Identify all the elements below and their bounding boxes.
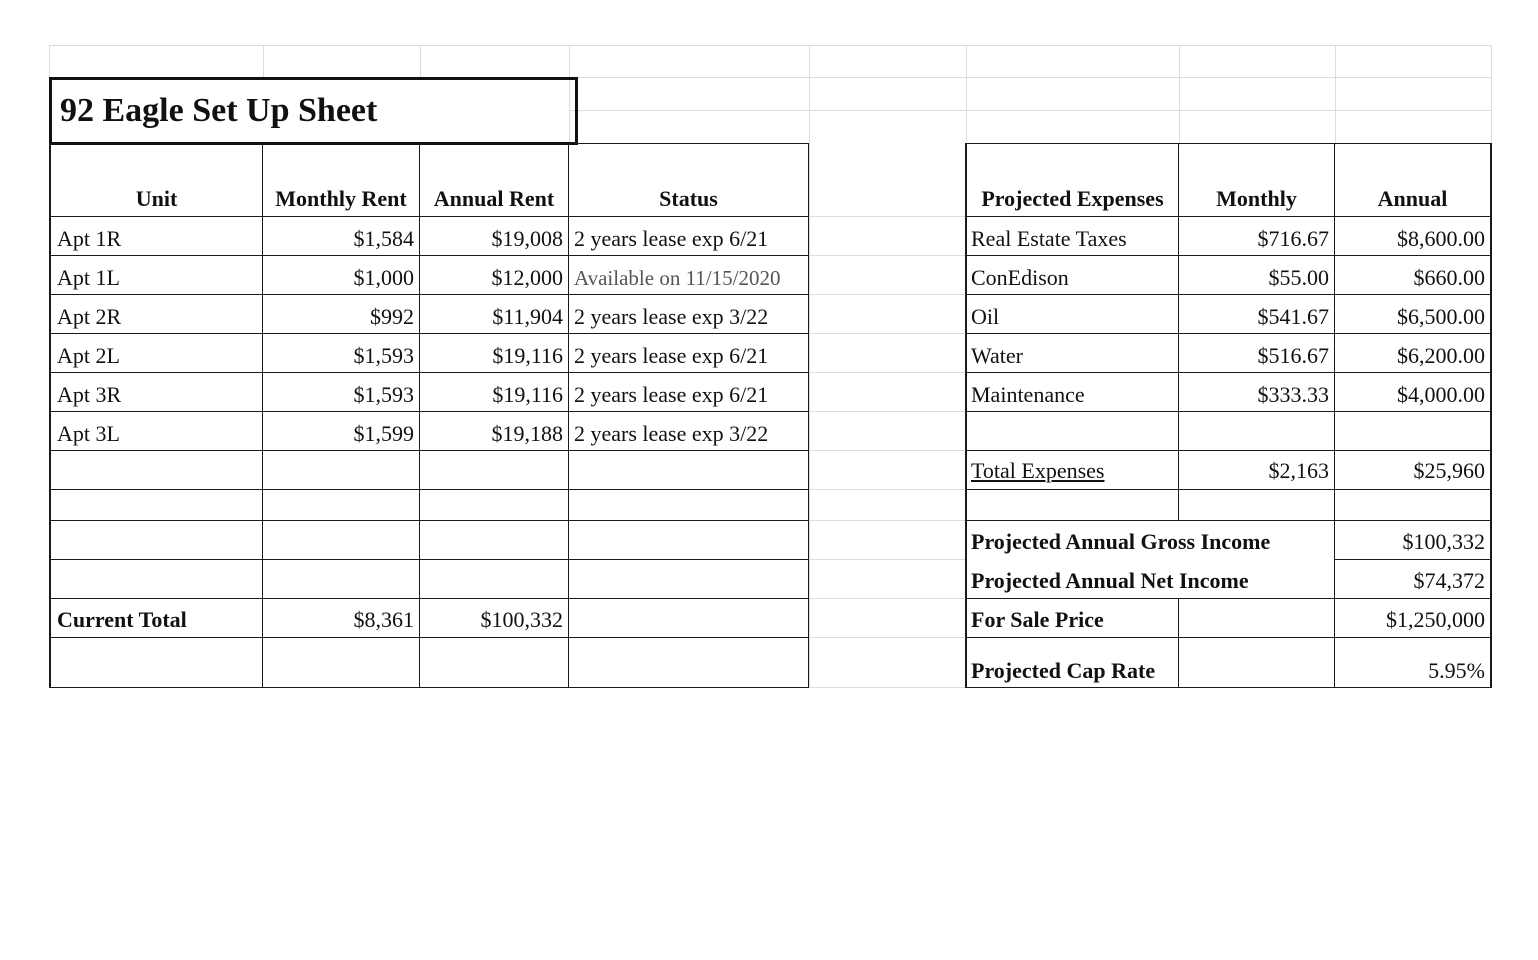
sale-price-label: For Sale Price — [971, 607, 1104, 632]
unit-cell[interactable]: Apt 1R — [57, 226, 122, 251]
expense-annual-cell[interactable]: $6,200.00 — [1397, 343, 1485, 368]
expense-monthly-cell[interactable]: $541.67 — [1257, 304, 1329, 329]
header-projected-expenses: Projected Expenses — [981, 186, 1164, 211]
border — [965, 687, 1492, 688]
expense-name-cell[interactable]: Oil — [971, 304, 1000, 329]
expense-monthly-cell[interactable]: $716.67 — [1257, 226, 1329, 251]
unit-cell[interactable]: Apt 3L — [57, 421, 120, 446]
sale-price-value[interactable]: $1,250,000 — [1386, 607, 1485, 632]
gridline — [809, 450, 966, 451]
monthly-rent-cell[interactable]: $1,593 — [353, 382, 414, 407]
gridline — [809, 520, 966, 521]
total-expenses-annual[interactable]: $25,960 — [1413, 458, 1485, 483]
cap-rate-label: Projected Cap Rate — [971, 658, 1156, 683]
annual-rent-cell[interactable]: $19,116 — [492, 343, 563, 368]
total-expenses-monthly[interactable]: $2,163 — [1268, 458, 1329, 483]
header-annual-rent: Annual Rent — [433, 186, 555, 211]
header-status: Status — [659, 186, 718, 211]
gridline — [1335, 45, 1336, 145]
status-cell[interactable]: 2 years lease exp 3/22 — [574, 304, 769, 329]
header-monthly-rent: Monthly Rent — [275, 186, 407, 211]
unit-cell[interactable]: Apt 2L — [57, 343, 120, 368]
unit-cell[interactable]: Apt 3R — [57, 382, 122, 407]
gridline — [49, 45, 50, 77]
gridline — [49, 45, 1492, 46]
border — [49, 687, 809, 688]
cap-rate-value[interactable]: 5.95% — [1428, 658, 1485, 683]
monthly-rent-cell[interactable]: $1,593 — [353, 343, 414, 368]
expense-monthly-cell[interactable]: $516.67 — [1257, 343, 1329, 368]
gridline — [809, 598, 966, 599]
monthly-rent-cell[interactable]: $1,584 — [353, 226, 414, 251]
annual-rent-cell[interactable]: $19,188 — [491, 421, 563, 446]
expense-name-cell[interactable]: Water — [971, 343, 1023, 368]
gridline — [809, 45, 810, 688]
header-annual: Annual — [1377, 186, 1448, 211]
gridline — [809, 372, 966, 373]
header-unit: Unit — [135, 186, 178, 211]
border — [49, 520, 809, 521]
expense-name-cell[interactable]: Real Estate Taxes — [971, 226, 1127, 251]
border — [965, 489, 1492, 490]
gridline — [1179, 45, 1180, 145]
expense-monthly-cell[interactable]: $333.33 — [1257, 382, 1329, 407]
gridline — [809, 255, 966, 256]
gridline — [809, 294, 966, 295]
status-cell[interactable]: Available on 11/15/2020 — [574, 266, 781, 290]
gridline — [809, 637, 966, 638]
expense-annual-cell[interactable]: $660.00 — [1413, 265, 1485, 290]
monthly-rent-cell[interactable]: $1,000 — [353, 265, 414, 290]
expense-name-cell[interactable]: ConEdison — [971, 265, 1069, 290]
gridline — [809, 333, 966, 334]
gross-income-label: Projected Annual Gross Income — [971, 529, 1271, 554]
gridline — [809, 216, 966, 217]
gridline — [966, 45, 967, 145]
status-cell[interactable]: 2 years lease exp 6/21 — [574, 382, 769, 407]
unit-cell[interactable]: Apt 2R — [57, 304, 122, 329]
current-total-label: Current Total — [57, 607, 187, 632]
gridline — [809, 687, 966, 688]
gridline — [263, 45, 264, 77]
border — [49, 489, 809, 490]
annual-rent-cell[interactable]: $12,000 — [491, 265, 563, 290]
border — [1490, 143, 1492, 688]
gridline — [809, 489, 966, 490]
status-cell[interactable]: 2 years lease exp 3/22 — [574, 421, 769, 446]
net-income-label: Projected Annual Net Income — [971, 568, 1249, 593]
net-income-value[interactable]: $74,372 — [1413, 568, 1485, 593]
border — [49, 450, 809, 451]
border — [808, 143, 809, 688]
gridline — [420, 45, 421, 77]
expense-annual-cell[interactable]: $6,500.00 — [1397, 304, 1485, 329]
expense-annual-cell[interactable]: $4,000.00 — [1397, 382, 1485, 407]
border — [49, 559, 809, 560]
border — [965, 411, 1492, 412]
expense-annual-cell[interactable]: $8,600.00 — [1397, 226, 1485, 251]
gridline — [1491, 45, 1492, 145]
sheet-title: 92 Eagle Set Up Sheet — [49, 77, 578, 145]
expense-name-cell[interactable]: Maintenance — [971, 382, 1085, 407]
annual-rent-cell[interactable]: $11,904 — [492, 304, 563, 329]
unit-cell[interactable]: Apt 1L — [57, 265, 120, 290]
annual-rent-cell[interactable]: $19,008 — [491, 226, 563, 251]
total-monthly-rent[interactable]: $8,361 — [353, 607, 414, 632]
gross-income-value[interactable]: $100,332 — [1402, 529, 1485, 554]
expense-monthly-cell[interactable]: $55.00 — [1268, 265, 1329, 290]
gridline — [570, 110, 1492, 111]
monthly-rent-cell[interactable]: $992 — [370, 304, 414, 329]
header-monthly: Monthly — [1216, 186, 1297, 211]
gridline — [809, 559, 966, 560]
status-cell[interactable]: 2 years lease exp 6/21 — [574, 343, 769, 368]
gridline — [809, 411, 966, 412]
border — [1178, 598, 1179, 688]
annual-rent-cell[interactable]: $19,116 — [492, 382, 563, 407]
monthly-rent-cell[interactable]: $1,599 — [353, 421, 414, 446]
total-annual-rent[interactable]: $100,332 — [480, 607, 563, 632]
total-expenses-label: Total Expenses — [971, 458, 1105, 483]
status-cell[interactable]: 2 years lease exp 6/21 — [574, 226, 769, 251]
border — [49, 637, 809, 638]
